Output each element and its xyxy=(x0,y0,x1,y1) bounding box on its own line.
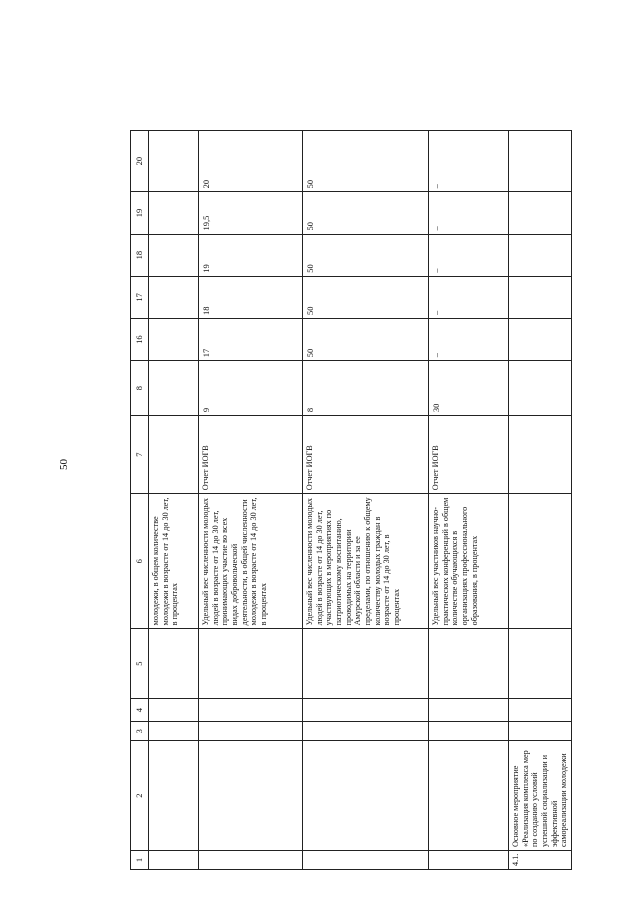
cell-value-16: 17 xyxy=(199,318,303,360)
cell-value-18 xyxy=(149,234,199,276)
cell-value-20: 50 xyxy=(303,131,429,192)
cell-value-18: – xyxy=(429,234,509,276)
cell-3 xyxy=(509,722,572,741)
cell-value-16: – xyxy=(429,318,509,360)
col-header: 8 xyxy=(131,361,149,416)
cell-5 xyxy=(429,629,509,699)
cell-value-18 xyxy=(509,234,572,276)
cell-3 xyxy=(149,722,199,741)
cell-num xyxy=(303,851,429,870)
cell-value-17 xyxy=(149,276,199,318)
cell-indicator: Удельный вес участников научно-практических конференций в общем количестве обучающихся в организациях профессионального образования, в процентах xyxy=(429,494,509,629)
cell-value-20 xyxy=(149,131,199,192)
cell-4 xyxy=(303,699,429,722)
cell-name xyxy=(429,741,509,851)
cell-4 xyxy=(199,699,303,722)
cell-source xyxy=(149,416,199,494)
cell-3 xyxy=(429,722,509,741)
cell-value-17: 18 xyxy=(199,276,303,318)
cell-value-8 xyxy=(509,361,572,416)
cell-value-16: 50 xyxy=(303,318,429,360)
cell-value-20: 20 xyxy=(199,131,303,192)
cell-4 xyxy=(429,699,509,722)
cell-num xyxy=(429,851,509,870)
col-header: 2 xyxy=(131,741,149,851)
table-row xyxy=(303,131,429,870)
rotated-table-container xyxy=(130,130,569,870)
cell-4 xyxy=(509,699,572,722)
cell-5 xyxy=(303,629,429,699)
cell-value-8: 8 xyxy=(303,361,429,416)
cell-num: 4.1. xyxy=(509,851,572,870)
cell-num xyxy=(199,851,303,870)
col-header: 6 xyxy=(131,494,149,629)
cell-value-19 xyxy=(509,192,572,234)
header-row xyxy=(131,131,149,870)
cell-indicator: Удельный вес численности молодых людей в возрасте от 14 до 30 лет, участвующих в мероприятиях по патриотическому воспитанию, проводимых на территории Амурской области и за ее пределами, по отношению к общему количеству молодых граждан в возрасте от 14 до 30 лет, в процентах xyxy=(303,494,429,629)
cell-source: Отчет ИОГВ xyxy=(429,416,509,494)
cell-value-19: – xyxy=(429,192,509,234)
cell-name xyxy=(303,741,429,851)
cell-name xyxy=(149,741,199,851)
cell-value-16 xyxy=(149,318,199,360)
cell-source: Отчет ИОГВ xyxy=(303,416,429,494)
col-header: 3 xyxy=(131,722,149,741)
col-header: 5 xyxy=(131,629,149,699)
cell-value-18: 19 xyxy=(199,234,303,276)
cell-5 xyxy=(509,629,572,699)
cell-3 xyxy=(199,722,303,741)
cell-value-19: 19,5 xyxy=(199,192,303,234)
cell-value-8: 9 xyxy=(199,361,303,416)
col-header: 20 xyxy=(131,131,149,192)
cell-value-19: 50 xyxy=(303,192,429,234)
table-row xyxy=(509,131,572,870)
col-header: 1 xyxy=(131,851,149,870)
indicators-table xyxy=(130,130,572,870)
cell-value-20 xyxy=(509,131,572,192)
table-row xyxy=(199,131,303,870)
col-header: 19 xyxy=(131,192,149,234)
cell-4 xyxy=(149,699,199,722)
col-header: 18 xyxy=(131,234,149,276)
col-header: 16 xyxy=(131,318,149,360)
table-row xyxy=(149,131,199,870)
cell-5 xyxy=(149,629,199,699)
cell-source: Отчет ИОГВ xyxy=(199,416,303,494)
cell-source xyxy=(509,416,572,494)
cell-value-18: 50 xyxy=(303,234,429,276)
cell-value-17: – xyxy=(429,276,509,318)
cell-indicator xyxy=(509,494,572,629)
col-header: 4 xyxy=(131,699,149,722)
table-row xyxy=(429,131,509,870)
cell-value-8 xyxy=(149,361,199,416)
page-number: 50 xyxy=(58,459,70,470)
cell-value-17 xyxy=(509,276,572,318)
cell-num xyxy=(149,851,199,870)
cell-5 xyxy=(199,629,303,699)
cell-name: Основное мероприятие «Реализация комплекса мер по созданию условий успешной социализации и эффективной самореализации молодежи xyxy=(509,741,572,851)
cell-indicator: молодежи, в общем количестве молодежи в возрасте от 14 до 30 лет, в процентах xyxy=(149,494,199,629)
cell-value-20: – xyxy=(429,131,509,192)
cell-name xyxy=(199,741,303,851)
cell-3 xyxy=(303,722,429,741)
col-header: 7 xyxy=(131,416,149,494)
cell-value-16 xyxy=(509,318,572,360)
cell-value-19 xyxy=(149,192,199,234)
cell-indicator: Удельный вес численности молодых людей в возрасте от 14 до 30 лет, принимающих участие во всех видах добровольческой деятельности, в общей численности молодежи в возрасте от 14 до 30 лет, в процентах xyxy=(199,494,303,629)
cell-value-8: 30 xyxy=(429,361,509,416)
col-header: 17 xyxy=(131,276,149,318)
cell-value-17: 50 xyxy=(303,276,429,318)
